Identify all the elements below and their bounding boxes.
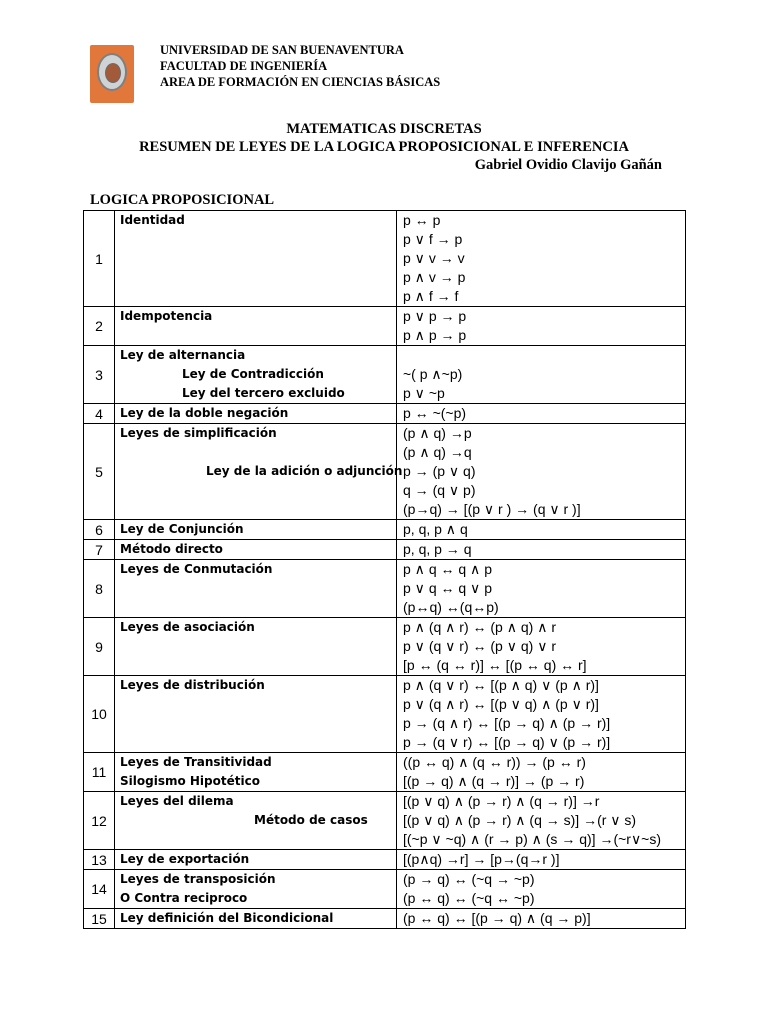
law-name: Leyes de simplificación — [120, 426, 277, 440]
law-number: 9 — [84, 618, 115, 676]
area-name: AREA DE FORMACIÓN EN CIENCIAS BÁSICAS — [160, 75, 441, 89]
law-expression: p ∧ p → p — [403, 327, 467, 343]
law-row — [84, 753, 686, 792]
law-row — [84, 792, 686, 850]
law-number: 4 — [84, 404, 115, 424]
author-name: Gabriel Ovidio Clavijo Gañán — [474, 157, 662, 173]
law-name-cell — [115, 850, 397, 870]
law-expression: p → (p ∨ q) — [403, 463, 476, 479]
law-expression-cell — [397, 540, 686, 560]
law-name-cell — [115, 520, 397, 540]
law-expression-cell — [397, 404, 686, 424]
law-number: 1 — [84, 211, 115, 307]
law-row — [84, 870, 686, 909]
law-expression: p ∨ v → v — [403, 250, 465, 266]
laws-table — [83, 210, 686, 929]
law-name: Ley de Conjunción — [120, 522, 244, 536]
law-name: Identidad — [120, 213, 185, 227]
law-expression: (p↔q) ↔(q↔p) — [403, 599, 499, 615]
law-expression: [(p ∨ q) ∧ (p → r) ∧ (q → s)] →(r ∨ s) — [403, 812, 637, 828]
law-expression-cell — [397, 424, 686, 520]
law-row — [84, 520, 686, 540]
law-name — [120, 443, 396, 462]
law-name-cell — [115, 909, 397, 929]
law-name: Ley definición del Bicondicional — [120, 911, 334, 925]
law-number: 11 — [84, 753, 115, 792]
law-expression-cell — [397, 753, 686, 792]
law-name: Método directo — [120, 542, 223, 556]
law-name: Ley de exportación — [120, 852, 250, 866]
law-name: Ley de la doble negación — [120, 406, 289, 420]
law-name-cell — [115, 676, 397, 753]
law-row — [84, 211, 686, 307]
law-expression: p ∨ q ↔ q ∨ p — [403, 580, 492, 596]
law-expression: p ∨ f → p — [403, 231, 463, 247]
law-name-cell — [115, 870, 397, 909]
law-row — [84, 540, 686, 560]
law-name: Leyes de asociación — [120, 620, 255, 634]
law-expression: (p ↔ q) ↔ (~q ↔ ~p) — [403, 890, 535, 906]
section-heading: LOGICA PROPOSICIONAL — [90, 192, 275, 208]
law-expression: (p ∧ q) →q — [403, 444, 472, 460]
law-expression-cell — [397, 520, 686, 540]
document-subtitle: RESUMEN DE LEYES DE LA LOGICA PROPOSICIONAL E INFERENCIA — [139, 139, 629, 155]
law-row — [84, 560, 686, 618]
law-number: 3 — [84, 346, 115, 404]
law-expression: [(p ∨ q) ∧ (p → r) ∧ (q → r)] →r — [403, 793, 600, 809]
law-expression: p → (q ∨ r) ↔ [(p → q) ∨ (p → r)] — [403, 734, 611, 750]
law-expression: p ∨ p → p — [403, 308, 467, 324]
university-name: UNIVERSIDAD DE SAN BUENAVENTURA — [160, 43, 404, 57]
law-row — [84, 404, 686, 424]
law-expression: (p → q) ↔ (~q → ~p) — [403, 871, 535, 887]
law-name: Leyes de distribución — [120, 678, 265, 692]
law-number: 2 — [84, 307, 115, 346]
law-number: 6 — [84, 520, 115, 540]
faculty-name: FACULTAD DE INGENIERÍA — [160, 59, 328, 73]
law-expression: p ∨ (q ∧ r) ↔ [(p ∨ q) ∧ (p ∨ r)] — [403, 696, 599, 712]
document-title: MATEMATICAS DISCRETAS — [286, 121, 482, 137]
university-logo — [90, 45, 134, 103]
law-expression: (p ↔ q) ↔ [(p → q) ∧ (q → p)] — [403, 910, 591, 926]
law-name-cell — [115, 618, 397, 676]
law-name: O Contra reciproco — [120, 891, 248, 905]
law-expression: p ∧ (q ∧ r) ↔ (p ∧ q) ∧ r — [403, 619, 557, 635]
law-expression: p ∧ (q ∨ r) ↔ [(p ∧ q) ∨ (p ∧ r)] — [403, 677, 599, 693]
law-expression-cell — [397, 850, 686, 870]
law-expression: [(p → q) ∧ (q → r)] → (p → r) — [403, 773, 585, 789]
law-row — [84, 850, 686, 870]
law-name-cell — [115, 307, 397, 346]
law-expression: ~( p ∧~p) — [403, 366, 463, 382]
law-expression: (p ∧ q) →p — [403, 425, 472, 441]
law-expression-cell — [397, 909, 686, 929]
law-number: 12 — [84, 792, 115, 850]
law-expression: p ↔ ~(~p) — [403, 405, 467, 421]
law-expression: [(~p ∨ ~q) ∧ (r → p) ∧ (s → q)] →(~r∨~s) — [403, 831, 662, 847]
law-name-cell — [115, 792, 397, 850]
law-expression-cell — [397, 870, 686, 909]
law-row — [84, 307, 686, 346]
law-name: Silogismo Hipotético — [120, 774, 260, 788]
law-expression: [(p∧q) →r] → [p→(q→r )] — [403, 851, 560, 867]
law-expression: p, q, p → q — [403, 541, 472, 557]
law-expression-cell — [397, 560, 686, 618]
law-expression: ((p ↔ q) ∧ (q ↔ r)) → (p ↔ r) — [403, 754, 586, 770]
law-expression: p ∧ q ↔ q ∧ p — [403, 561, 492, 577]
law-name: Ley de la adición o adjunción — [206, 464, 403, 478]
law-name: Leyes de transposición — [120, 872, 276, 886]
law-number: 14 — [84, 870, 115, 909]
law-expression — [403, 346, 685, 365]
law-name-cell — [115, 346, 397, 404]
law-name-cell — [115, 540, 397, 560]
law-row — [84, 618, 686, 676]
law-name-cell — [115, 560, 397, 618]
law-name-cell — [115, 211, 397, 307]
law-expression-cell — [397, 346, 686, 404]
law-expression-cell — [397, 307, 686, 346]
law-expression-cell — [397, 211, 686, 307]
law-name: Idempotencia — [120, 309, 213, 323]
law-name: Ley de Contradicción — [182, 367, 324, 381]
laws-table-body — [84, 211, 686, 929]
law-expression-cell — [397, 618, 686, 676]
seal-emblem — [105, 63, 121, 83]
law-name: Leyes de Transitividad — [120, 755, 272, 769]
law-name: Ley del tercero excluido — [182, 386, 345, 400]
seal-icon — [97, 53, 127, 91]
law-number: 7 — [84, 540, 115, 560]
law-expression: p, q, p ∧ q — [403, 521, 468, 537]
law-expression: [p ↔ (q ↔ r)] ↔ [(p ↔ q) ↔ r] — [403, 657, 587, 673]
law-number: 10 — [84, 676, 115, 753]
law-expression: p ∧ f → f — [403, 288, 459, 304]
law-row — [84, 424, 686, 520]
law-name: Ley de alternancia — [120, 348, 246, 362]
law-expression-cell — [397, 676, 686, 753]
law-expression: p → (q ∧ r) ↔ [(p → q) ∧ (p → r)] — [403, 715, 611, 731]
law-row — [84, 676, 686, 753]
law-row — [84, 346, 686, 404]
law-name: Leyes de Conmutación — [120, 562, 273, 576]
law-number: 8 — [84, 560, 115, 618]
law-number: 15 — [84, 909, 115, 929]
law-name-cell — [115, 424, 403, 520]
law-number: 5 — [84, 424, 115, 520]
law-expression: p ∨ (q ∨ r) ↔ (p ∨ q) ∨ r — [403, 638, 557, 654]
law-expression: p ∨ ~p — [403, 385, 445, 401]
law-name-cell — [115, 753, 397, 792]
law-name-cell — [115, 404, 397, 424]
law-name: Leyes del dilema — [120, 794, 234, 808]
law-expression: p ↔ p — [403, 212, 441, 228]
law-name: Método de casos — [254, 813, 368, 827]
law-expression: (p→q) → [(p ∨ r ) → (q ∨ r )] — [403, 501, 581, 517]
law-number: 13 — [84, 850, 115, 870]
law-expression-cell — [397, 792, 686, 850]
law-expression: p ∧ v → p — [403, 269, 466, 285]
university-header — [160, 42, 440, 90]
law-expression: q → (q ∨ p) — [403, 482, 476, 498]
law-row — [84, 909, 686, 929]
